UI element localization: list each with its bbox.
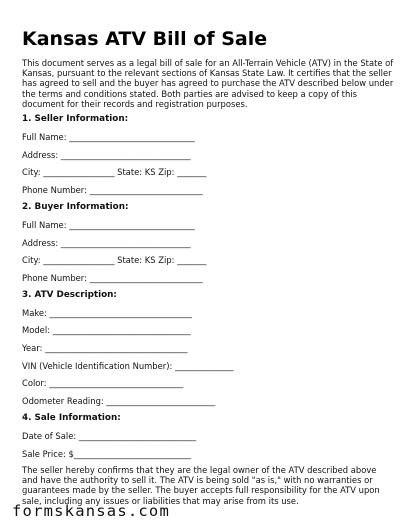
buyer-full-name-field: Full Name: ______________________________	[22, 220, 195, 230]
atv-year-field: Year: __________________________________	[22, 343, 188, 353]
buyer-city-state-zip-field: City: _________________ State: KS Zip: _______	[22, 255, 207, 265]
atv-section-heading: 3. ATV Description:	[22, 290, 117, 300]
atv-make-field: Make: __________________________________	[22, 308, 192, 318]
sale-section-heading: 4. Sale Information:	[22, 413, 121, 423]
seller-address-field: Address: _______________________________	[22, 150, 191, 160]
buyer-phone-field: Phone Number: ___________________________	[22, 273, 203, 283]
site-watermark: formskansas.com	[12, 502, 170, 520]
atv-vin-field: VIN (Vehicle Identification Number): ______________	[22, 361, 234, 371]
seller-full-name-field: Full Name: ______________________________	[22, 132, 195, 142]
sale-price-field: Sale Price: $____________________________	[22, 449, 192, 459]
buyer-address-field: Address: _______________________________	[22, 238, 191, 248]
atv-color-field: Color: ________________________________	[22, 378, 184, 388]
buyer-section-heading: 2. Buyer Information:	[22, 202, 129, 212]
intro-paragraph: This document serves as a legal bill of sale for an All-Terrain Vehicle (ATV) in the State of Kansas, pursuant to the relevant sections of Kansas State Law. It certifies that the seller has agreed to sell and the buyer has agreed to purchase the ATV described below under the terms and conditions stated. Both parties are advised to keep a copy of this document for their records and registration purposes.	[22, 58, 394, 109]
seller-section-heading: 1. Seller Information:	[22, 114, 129, 124]
sale-date-field: Date of Sale: ____________________________	[22, 431, 197, 441]
seller-city-state-zip-field: City: _________________ State: KS Zip: _______	[22, 167, 207, 177]
closing-paragraph: The seller hereby confirms that they are the legal owner of the ATV described above and have the authority to sell it. The ATV is being sold "as is," with no warranties or guarantees made by the seller. The buyer accepts full responsibility for the ATV upon sale, including any issues or liabilities that may arise from its use.	[22, 465, 380, 506]
document-title: Kansas ATV Bill of Sale	[22, 28, 268, 50]
atv-odometer-field: Odometer Reading: __________________________	[22, 396, 216, 406]
seller-phone-field: Phone Number: ___________________________	[22, 185, 203, 195]
atv-model-field: Model: _________________________________	[22, 325, 191, 335]
